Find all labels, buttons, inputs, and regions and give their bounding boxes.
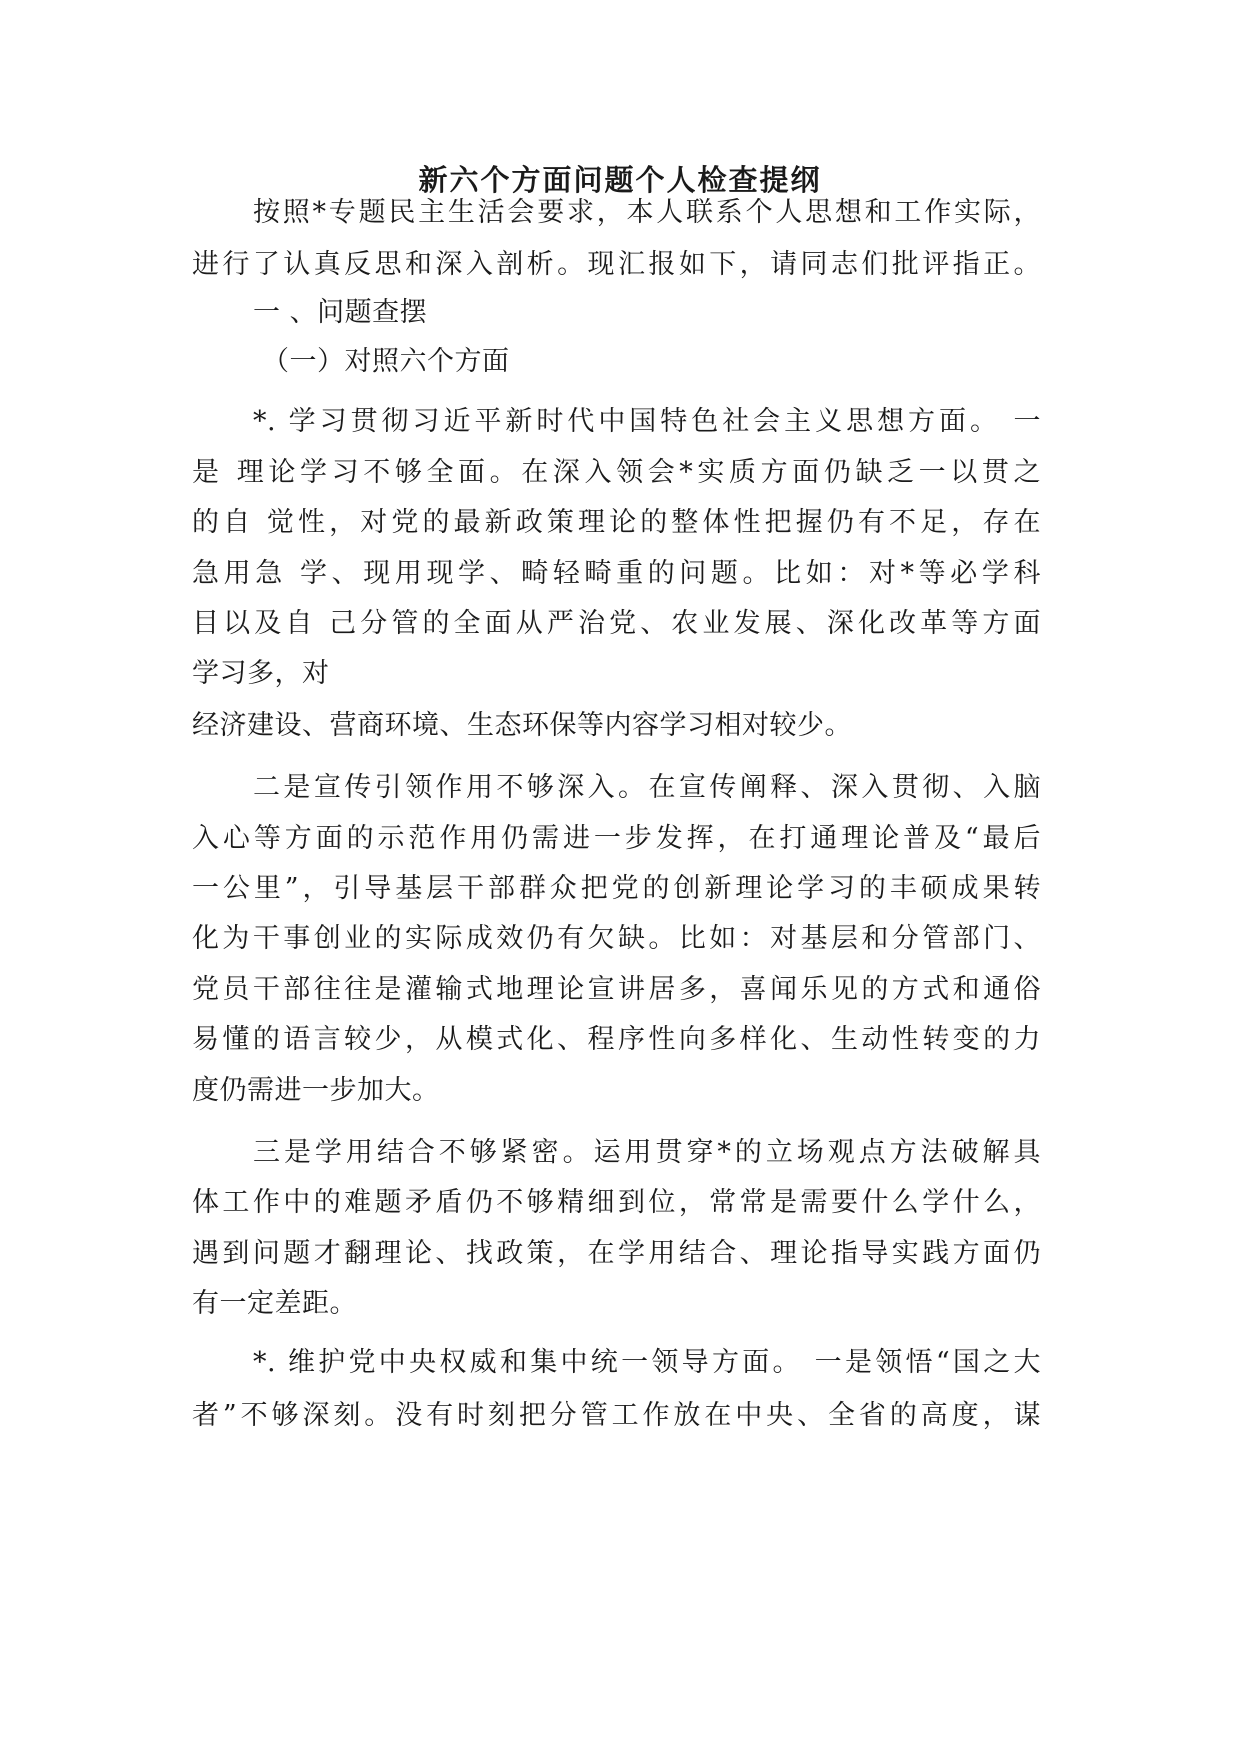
paragraph-line: 按照*专题民主生活会要求，本人联系个人思想和工作实际，: [253, 197, 1041, 228]
paragraph-line: *. 维护党中央权威和集中统一领导方面。 一是领悟“国之大: [253, 1347, 1041, 1378]
paragraph-line: 入心等方面的示范作用仍需进一步发挥，在打通理论普及“最后: [192, 823, 1041, 854]
section-heading: 一 、问题查摆: [253, 297, 428, 328]
paragraph-line: 易懂的语言较少，从模式化、程序性向多样化、生动性转变的力: [192, 1024, 1041, 1055]
paragraph-line: 目以及自 己分管的全面从严治党、农业发展、深化改革等方面: [192, 608, 1041, 639]
paragraph-line: 经济建设、营商环境、生态环保等内容学习相对较少。: [192, 710, 852, 741]
paragraph-line: 二是宣传引领作用不够深入。在宣传阐释、深入贯彻、入脑: [253, 772, 1041, 803]
paragraph-line: 是 理论学习不够全面。在深入领会*实质方面仍缺乏一以贯之: [192, 457, 1041, 488]
paragraph-line: 度仍需进一步加大。: [192, 1075, 440, 1106]
paragraph-line: 三是学用结合不够紧密。运用贯穿*的立场观点方法破解具: [253, 1137, 1041, 1168]
paragraph-line: 体工作中的难题矛盾仍不够精细到位，常常是需要什么学什么，: [192, 1187, 1041, 1218]
paragraph-line: 进行了认真反思和深入剖析。现汇报如下，请同志们批评指正。: [192, 249, 1041, 280]
paragraph-line: 遇到问题才翻理论、找政策，在学用结合、理论指导实践方面仍: [192, 1238, 1041, 1269]
paragraph-line: 者”不够深刻。没有时刻把分管工作放在中央、全省的高度，谋: [192, 1400, 1041, 1431]
paragraph-line: 化为干事创业的实际成效仍有欠缺。比如：对基层和分管部门、: [192, 923, 1041, 954]
paragraph-line: *. 学习贯彻习近平新时代中国特色社会主义思想方面。 一: [253, 406, 1041, 437]
paragraph-line: 急用急 学、现用现学、畸轻畸重的问题。比如：对*等必学科: [192, 558, 1041, 589]
paragraph-line: 学习多，对: [192, 658, 330, 689]
paragraph-line: 党员干部往往是灌输式地理论宣讲居多，喜闻乐见的方式和通俗: [192, 974, 1041, 1005]
document-title: 新六个方面问题个人检查提纲: [418, 163, 822, 197]
paragraph-line: 一公里”，引导基层干部群众把党的创新理论学习的丰硕成果转: [192, 873, 1041, 904]
paragraph-line: 有一定差距。: [192, 1288, 357, 1319]
paragraph-line: 的自 觉性，对党的最新政策理论的整体性把握仍有不足，存在: [192, 507, 1041, 538]
subsection-heading: （一）对照六个方面: [262, 346, 510, 377]
